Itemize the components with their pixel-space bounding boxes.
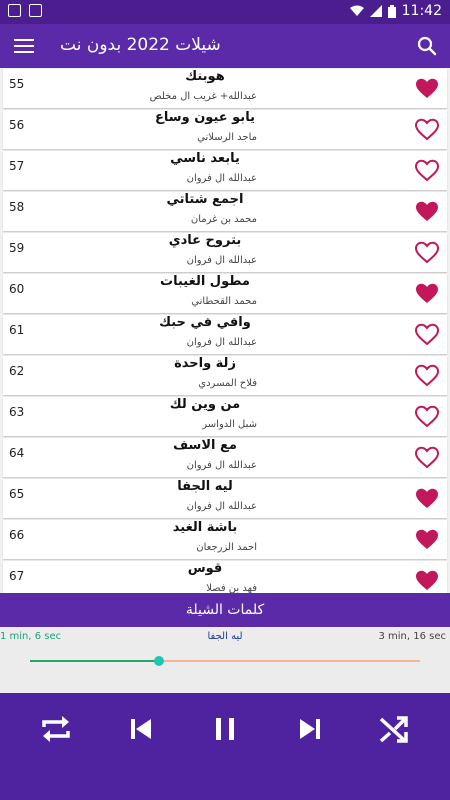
signal-icon <box>370 5 382 17</box>
song-row[interactable] <box>3 561 447 593</box>
shuffle-icon[interactable] <box>376 711 412 747</box>
image-notification-icon <box>29 4 42 17</box>
status-time: 11:42 <box>401 3 442 19</box>
song-row[interactable] <box>3 274 447 313</box>
status-bar <box>0 0 450 24</box>
song-row[interactable] <box>3 479 447 518</box>
menu-icon[interactable] <box>14 36 34 54</box>
song-title: بتروح عادي <box>168 233 242 248</box>
song-title: وافي في حبك <box>159 315 251 330</box>
song-artist: فلاح المسردي <box>198 378 257 389</box>
song-artist: عبدالله ال فروان <box>186 173 257 184</box>
song-title: ليه الجفا <box>177 479 233 494</box>
favorite-outline-icon[interactable] <box>415 405 439 427</box>
song-title: باشة الغيد <box>172 520 238 535</box>
seek-bar[interactable] <box>30 660 420 662</box>
song-row[interactable] <box>3 356 447 395</box>
favorite-filled-icon[interactable] <box>415 282 439 304</box>
pause-icon[interactable] <box>207 711 243 747</box>
lyrics-button[interactable]: كلمات الشيلة <box>0 593 450 627</box>
favorite-outline-icon[interactable] <box>415 159 439 181</box>
player-panel <box>0 627 450 693</box>
now-playing-title: ليه الجفا <box>207 631 243 642</box>
favorite-filled-icon[interactable] <box>415 569 439 591</box>
favorite-outline-icon[interactable] <box>415 118 439 140</box>
song-number: 55 <box>9 77 25 91</box>
song-row[interactable] <box>3 520 447 559</box>
song-artist: فهد بن فصلا <box>206 583 257 593</box>
song-row[interactable] <box>3 110 447 149</box>
search-icon[interactable] <box>416 35 438 57</box>
favorite-outline-icon[interactable] <box>415 241 439 263</box>
song-artist: عبدالله ال فروان <box>186 460 257 471</box>
song-artist: احمد الزرجعان <box>196 542 257 553</box>
song-row[interactable] <box>3 192 447 231</box>
app-bar <box>0 24 450 68</box>
song-row[interactable] <box>3 69 447 108</box>
song-title: يابو عيون وساع <box>155 110 255 125</box>
song-artist: محمد بن غرمان <box>190 214 257 225</box>
song-number: 59 <box>9 241 25 255</box>
page-title: شيلات 2022 بدون نت <box>60 35 221 55</box>
song-artist: عبدالله ال فروان <box>186 337 257 348</box>
song-list[interactable] <box>0 68 450 593</box>
song-artist: محمد القحطاني <box>191 296 257 307</box>
song-title: يابعد ناسي <box>170 151 240 166</box>
favorite-filled-icon[interactable] <box>415 200 439 222</box>
song-number: 56 <box>9 118 25 132</box>
previous-icon[interactable] <box>123 711 159 747</box>
song-number: 63 <box>9 405 25 419</box>
favorite-filled-icon[interactable] <box>415 77 439 99</box>
song-number: 60 <box>9 282 25 296</box>
song-row[interactable] <box>3 315 447 354</box>
song-title: هوبنك <box>185 69 225 84</box>
song-row[interactable] <box>3 233 447 272</box>
song-artist: ماجد الرسلاني <box>197 132 257 143</box>
song-artist: شبل الدواسر <box>202 419 257 430</box>
seek-progress <box>30 660 159 662</box>
favorite-outline-icon[interactable] <box>415 364 439 386</box>
song-title: مطول الغيبات <box>160 274 250 289</box>
song-number: 66 <box>9 528 25 542</box>
song-number: 57 <box>9 159 25 173</box>
song-row[interactable] <box>3 397 447 436</box>
song-number: 65 <box>9 487 25 501</box>
song-number: 58 <box>9 200 25 214</box>
song-title: مع الاسف <box>173 438 237 453</box>
song-number: 62 <box>9 364 25 378</box>
song-artist: عبدالله+ غريب ال مخلص <box>149 91 257 102</box>
song-title: اجمع شتاتي <box>166 192 244 207</box>
total-time: 3 min, 16 sec <box>378 631 446 642</box>
song-title: قوس <box>187 561 223 576</box>
song-title: من وين لك <box>169 397 241 412</box>
favorite-outline-icon[interactable] <box>415 446 439 468</box>
favorite-filled-icon[interactable] <box>415 487 439 509</box>
next-icon[interactable] <box>292 711 328 747</box>
song-artist: عبدالله ال فروان <box>186 255 257 266</box>
song-title: زلة واحدة <box>174 356 236 371</box>
repeat-icon[interactable] <box>38 711 74 747</box>
wifi-icon <box>350 5 364 17</box>
favorite-outline-icon[interactable] <box>415 323 439 345</box>
song-row[interactable] <box>3 438 447 477</box>
current-time: 1 min, 6 sec <box>0 631 62 642</box>
favorite-filled-icon[interactable] <box>415 528 439 550</box>
app-notification-icon <box>8 4 21 17</box>
seek-handle[interactable] <box>154 656 164 666</box>
song-number: 64 <box>9 446 25 460</box>
song-number: 61 <box>9 323 25 337</box>
song-artist: عبدالله ال فروان <box>186 501 257 512</box>
battery-icon <box>388 5 396 18</box>
song-row[interactable] <box>3 151 447 190</box>
playback-controls <box>0 693 450 800</box>
song-number: 67 <box>9 569 25 583</box>
